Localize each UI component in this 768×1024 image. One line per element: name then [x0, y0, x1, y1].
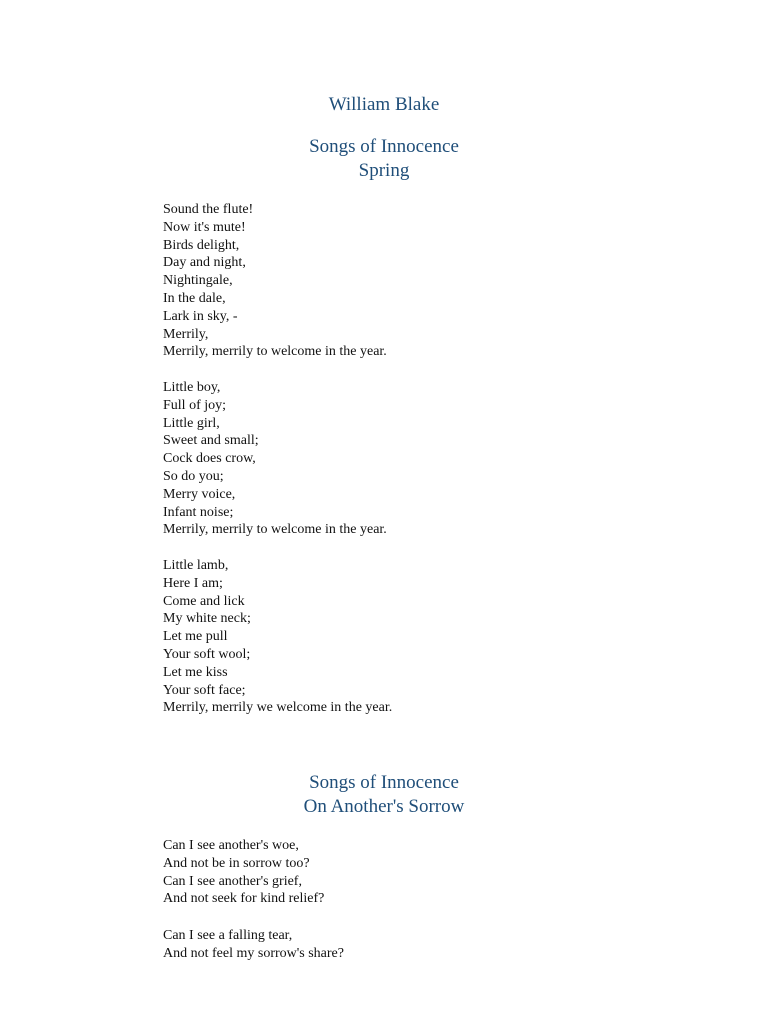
verse-line: And not feel my sorrow's share? [163, 945, 344, 961]
verse-line: Your soft face; [163, 682, 246, 698]
verse-line: Merry voice, [163, 486, 236, 502]
verse-line: Here I am; [163, 575, 223, 591]
verse-line: Can I see a falling tear, [163, 928, 293, 943]
verse-line: Little boy, [163, 380, 221, 395]
verse-line: Can I see another's grief, [163, 873, 302, 889]
verse-line: Let me kiss [163, 664, 228, 680]
collection-title: Songs of Innocence [309, 136, 459, 157]
verse-line: So do you; [163, 468, 224, 484]
stanza [163, 557, 392, 717]
verse-line: Sound the flute! [163, 202, 254, 217]
verse-line: In the dale, [163, 290, 226, 306]
verse-line: Full of joy; [163, 397, 227, 413]
stanza [163, 927, 344, 963]
poem-title: Spring [358, 160, 410, 181]
verse-line: Little girl, [163, 415, 220, 431]
verse-line: Lark in sky, - [163, 308, 238, 324]
verse-line: Day and night, [163, 255, 246, 271]
verse-line: Your soft wool; [163, 646, 251, 662]
author-name: William Blake [328, 94, 440, 115]
poem-title: On Another's Sorrow [303, 796, 465, 817]
stanza [163, 379, 387, 539]
poem-heading-another-sorrow [0, 771, 768, 819]
stanza [163, 837, 324, 908]
verse-line: Nightingale, [163, 273, 233, 289]
verse-line: Come and lick [163, 593, 245, 609]
verse-line: Merrily, merrily we welcome in the year. [163, 700, 393, 716]
verse-line: Cock does crow, [163, 451, 256, 467]
verse-line: Merrily, merrily to welcome in the year. [163, 344, 387, 360]
verse-line: And not seek for kind relief? [163, 891, 325, 907]
verse-line: My white neck; [163, 611, 251, 627]
verse-line: And not be in sorrow too? [163, 855, 310, 871]
verse-line: Sweet and small; [163, 433, 259, 449]
verse-line: Little lamb, [163, 558, 229, 573]
stanza [163, 201, 387, 361]
verse-line: Birds delight, [163, 237, 240, 253]
verse-line: Now it's mute! [163, 219, 246, 235]
poem-heading-spring [0, 135, 768, 183]
verse-line: Merrily, [163, 326, 209, 342]
verse-line: Can I see another's woe, [163, 838, 299, 853]
verse-line: Merrily, merrily to welcome in the year. [163, 522, 387, 538]
collection-title: Songs of Innocence [309, 772, 459, 793]
verse-line: Let me pull [163, 629, 228, 645]
verse-line: Infant noise; [163, 504, 234, 520]
